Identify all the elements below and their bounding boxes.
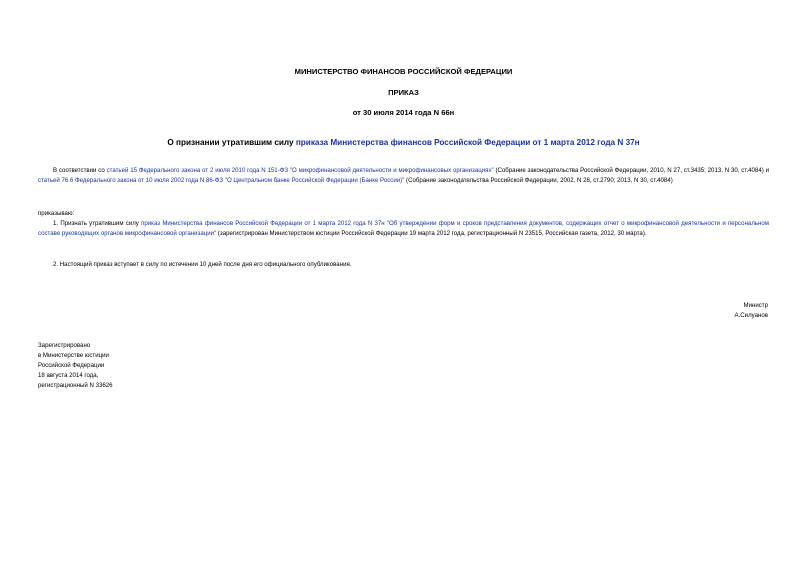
document-title bbox=[0, 138, 807, 148]
clause-2-paragraph: 2. Настоящий приказ вступает в силу по истечении 10 дней после дня его официального опубликования. bbox=[53, 261, 352, 268]
registration-line-5: регистрационный N 33626 bbox=[38, 382, 113, 389]
ministry-heading: МИНИСТЕРСТВО ФИНАНСОВ РОССИЙСКОЙ ФЕДЕРАЦИИ bbox=[294, 67, 513, 76]
clause-1-paragraph bbox=[38, 219, 769, 239]
registration-line-3: Российской Федерации bbox=[38, 362, 105, 369]
registration-line-1: Зарегистрировано bbox=[38, 342, 91, 349]
order-word: приказываю: bbox=[38, 210, 75, 217]
registration-block bbox=[38, 341, 238, 391]
law-151-fz-link[interactable]: статьей 15 Федерального закона от 2 июля 2010 года N 151-ФЗ "О микрофинансовой деятельности и микрофинансовых организациях" bbox=[106, 167, 494, 174]
registration-line-4: 18 августа 2014 года, bbox=[38, 372, 99, 379]
preamble-paragraph bbox=[38, 166, 769, 186]
clause-1-text-2: (зарегистрирован Министерством юстиции Российской Федерации 19 марта 2012 года, регистрационный N 23515, Российская газета, 2012, 30 марта). bbox=[216, 229, 647, 237]
preamble-text-2: (Собрание законодательства Российской Федерации, 2010, N 27, ст.3435; 2013, N 30, ст.4084) и bbox=[493, 167, 769, 174]
document-date: от 30 июля 2014 года N 66н bbox=[352, 108, 455, 117]
law-86-fz-link[interactable]: статьей 76.6 Федерального закона от 10 июля 2002 года N 86-ФЗ "О Центральном банке Российской Федерации (Банке России)" bbox=[38, 176, 405, 184]
preamble-text-1: В соответствии со bbox=[53, 167, 107, 174]
clause-1-text-1: 1. Признать утратившим силу bbox=[53, 220, 142, 227]
title-order-link[interactable]: приказа Министерства финансов Российской Федерации от 1 марта 2012 года N 37н bbox=[295, 138, 640, 147]
preamble-text-3: (Собрание законодательства Российской Федерации, 2002, N 28, ст.2790; 2013, N 30, ст.4084) bbox=[404, 176, 673, 184]
signatory-position: Министр bbox=[743, 302, 768, 309]
registration-line-2: в Министерстве юстиции bbox=[38, 352, 109, 359]
document-type: ПРИКАЗ bbox=[388, 88, 419, 97]
signature-block bbox=[568, 301, 768, 321]
order-37n-link[interactable]: приказ Министерства финансов Российской Федерации от 1 марта 2012 года N 37н "Об утверждении форм и сроков представления документов, содержащих отчет о микрофинансовой деятельности и персональном составе руководящих органов микрофинансовой организации" bbox=[38, 220, 769, 237]
signatory-name: А.Силуанов bbox=[734, 312, 768, 319]
title-prefix: О признании утратившим силу bbox=[167, 138, 296, 147]
